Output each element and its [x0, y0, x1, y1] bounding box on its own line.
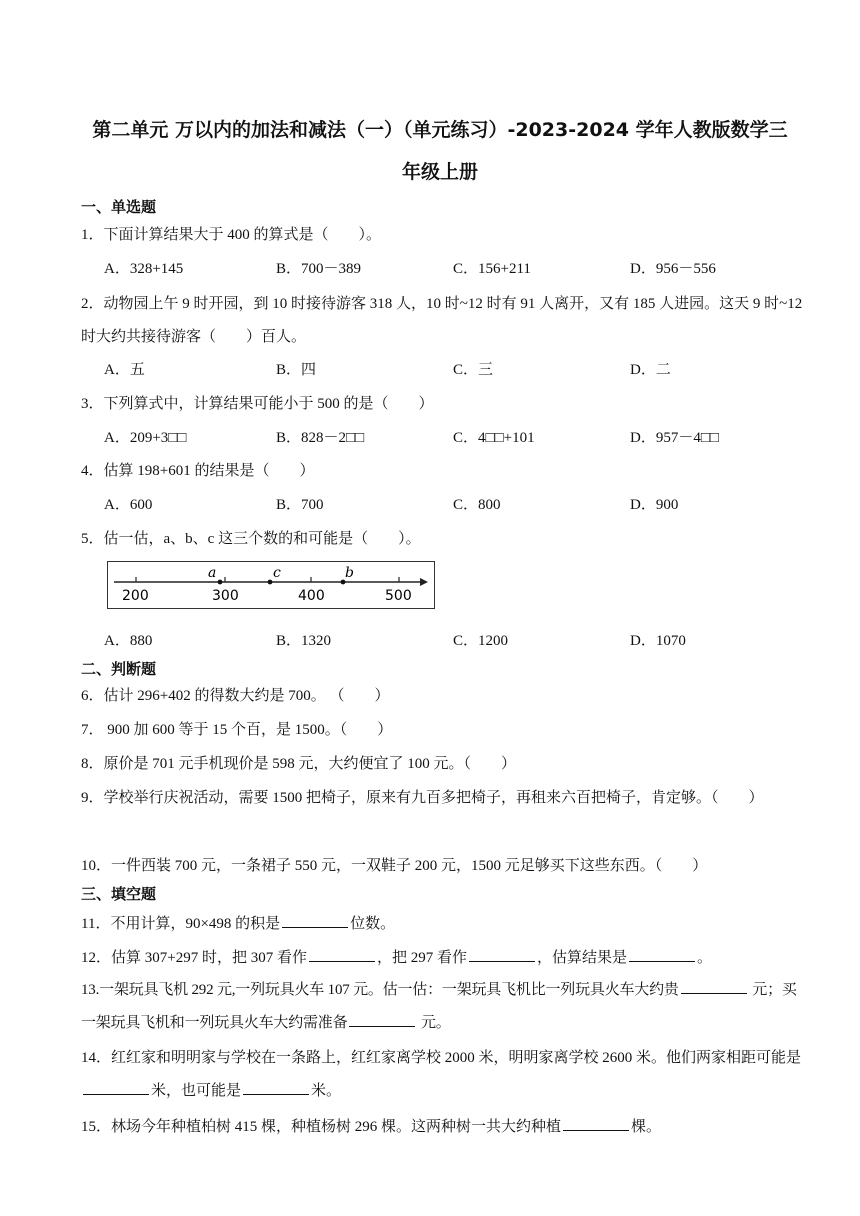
page-title-line1: 第二单元 万以内的加法和减法（一）（单元练习）-2023-2024 学年人教版数学三	[92, 119, 788, 141]
question-13-text-3: 元。	[417, 1015, 451, 1031]
point-label-b: b	[345, 565, 354, 581]
question-15	[81, 1115, 810, 1137]
option-a[interactable]: A．600	[104, 497, 153, 513]
section-heading-single-choice: 一、单选题	[81, 198, 157, 216]
question-9: 9．学校举行庆祝活动，需要 1500 把椅子，原来有九百多把椅子，再租来六百把椅子，肯定够。（ ）	[81, 790, 764, 806]
option-c[interactable]: C．800	[453, 497, 501, 513]
question-3: 3．下列算式中，计算结果可能小于 500 的是（ ）	[81, 396, 434, 412]
question-12	[81, 946, 810, 968]
question-13	[81, 974, 810, 1040]
option-c[interactable]: C．三	[453, 362, 494, 378]
question-12-text-4: 。	[697, 950, 713, 966]
option-b[interactable]: B．700－389	[276, 261, 362, 277]
question-1: 1．下面计算结果大于 400 的算式是（ ）。	[81, 227, 382, 243]
question-13-text-1: 13.一架玩具飞机 292 元,一列玩具火车 107 元。估一估：一架玩具飞机比一列玩具火车大约贵	[81, 982, 679, 998]
question-14-text-1: 14．红红家和明明家与学校在一条路上，红红家离学校 2000 米，明明家离学校 2600 米。他们两家相距可能是	[81, 1050, 802, 1066]
option-d[interactable]: D．1070	[630, 633, 686, 649]
answer-blank[interactable]	[83, 1079, 149, 1095]
question-14-text-2: 米，也可能是	[151, 1083, 242, 1099]
point-label-a: a	[208, 565, 217, 581]
answer-blank[interactable]	[282, 912, 348, 928]
question-15-text-2: 棵。	[631, 1119, 662, 1135]
option-a[interactable]: A．880	[104, 633, 153, 649]
option-a[interactable]: A．209+3□□	[104, 430, 187, 446]
answer-blank[interactable]	[563, 1115, 629, 1131]
option-d[interactable]: D．900	[630, 497, 679, 513]
number-line-svg	[108, 562, 434, 608]
option-a[interactable]: A．328+145	[104, 261, 184, 277]
tick-label-400: 400	[298, 588, 325, 604]
point-c	[268, 580, 273, 585]
answer-blank[interactable]	[309, 946, 375, 962]
option-c[interactable]: C．4□□+101	[453, 430, 535, 446]
answer-blank[interactable]	[349, 1011, 415, 1027]
option-a[interactable]: A．五	[104, 362, 145, 378]
question-8: 8．原价是 701 元手机现价是 598 元，大约便宜了 100 元。（ ）	[81, 756, 517, 772]
question-11-text-2: 位数。	[350, 916, 396, 932]
question-12-text-1: 12．估算 307+297 时，把 307 看作	[81, 950, 307, 966]
answer-blank[interactable]	[469, 946, 535, 962]
answer-blank[interactable]	[681, 978, 747, 994]
question-13-text-2: 元；买一架玩具飞机和一列玩具火车大约需准备	[81, 982, 797, 1031]
tick-label-500: 500	[385, 588, 412, 604]
answer-blank[interactable]	[243, 1079, 309, 1095]
question-2: 2．动物园上午 9 时开园，到 10 时接待游客 318 人，10 时~12 时有 91 人离开，又有 185 人进园。这天 9 时~12 时大约共接待游客（ ）百人。	[81, 296, 803, 345]
question-15-text-1: 15．林场今年种植柏树 415 棵，种植杨树 296 棵。这两种树一共大约种植	[81, 1119, 562, 1135]
option-b[interactable]: B．1320	[276, 633, 332, 649]
option-c[interactable]: C．156+211	[453, 261, 531, 277]
page-title-line2: 年级上册	[401, 161, 478, 183]
point-a	[218, 580, 223, 585]
question-4: 4．估算 198+601 的结果是（ ）	[81, 463, 315, 479]
question-11-text-1: 11．不用计算，90×498 的积是	[81, 916, 281, 932]
question-10: 10．一件西装 700 元，一条裙子 550 元，一双鞋子 200 元，1500 元足够买下这些东西。（ ）	[81, 858, 708, 874]
question-11	[81, 912, 810, 934]
option-b[interactable]: B．828－2□□	[276, 430, 365, 446]
question-5: 5．估一估，a、b、c 这三个数的和可能是（ ）。	[81, 531, 421, 547]
option-c[interactable]: C．1200	[453, 633, 509, 649]
number-line-figure	[107, 561, 435, 609]
answer-blank[interactable]	[629, 946, 695, 962]
question-14	[81, 1042, 810, 1108]
number-line-arrow	[420, 578, 428, 586]
question-6: 6．估计 296+402 的得数大约是 700。 （ ）	[81, 688, 390, 704]
question-12-text-2: ，把 297 看作	[376, 950, 467, 966]
section-heading-true-false: 二、判断题	[81, 660, 157, 678]
option-d[interactable]: D．二	[630, 362, 671, 378]
point-label-c: c	[273, 565, 281, 581]
option-b[interactable]: B．700	[276, 497, 324, 513]
question-14-text-3: 米。	[311, 1083, 342, 1099]
question-7: 7． 900 加 600 等于 15 个百，是 1500。（ ）	[81, 722, 393, 738]
section-heading-fill-blank: 三、填空题	[81, 885, 157, 903]
option-b[interactable]: B．四	[276, 362, 317, 378]
tick-label-200: 200	[122, 588, 149, 604]
option-d[interactable]: D．956－556	[630, 261, 716, 277]
option-d[interactable]: D．957－4□□	[630, 430, 719, 446]
tick-label-300: 300	[212, 588, 239, 604]
question-12-text-3: ，估算结果是	[536, 950, 627, 966]
